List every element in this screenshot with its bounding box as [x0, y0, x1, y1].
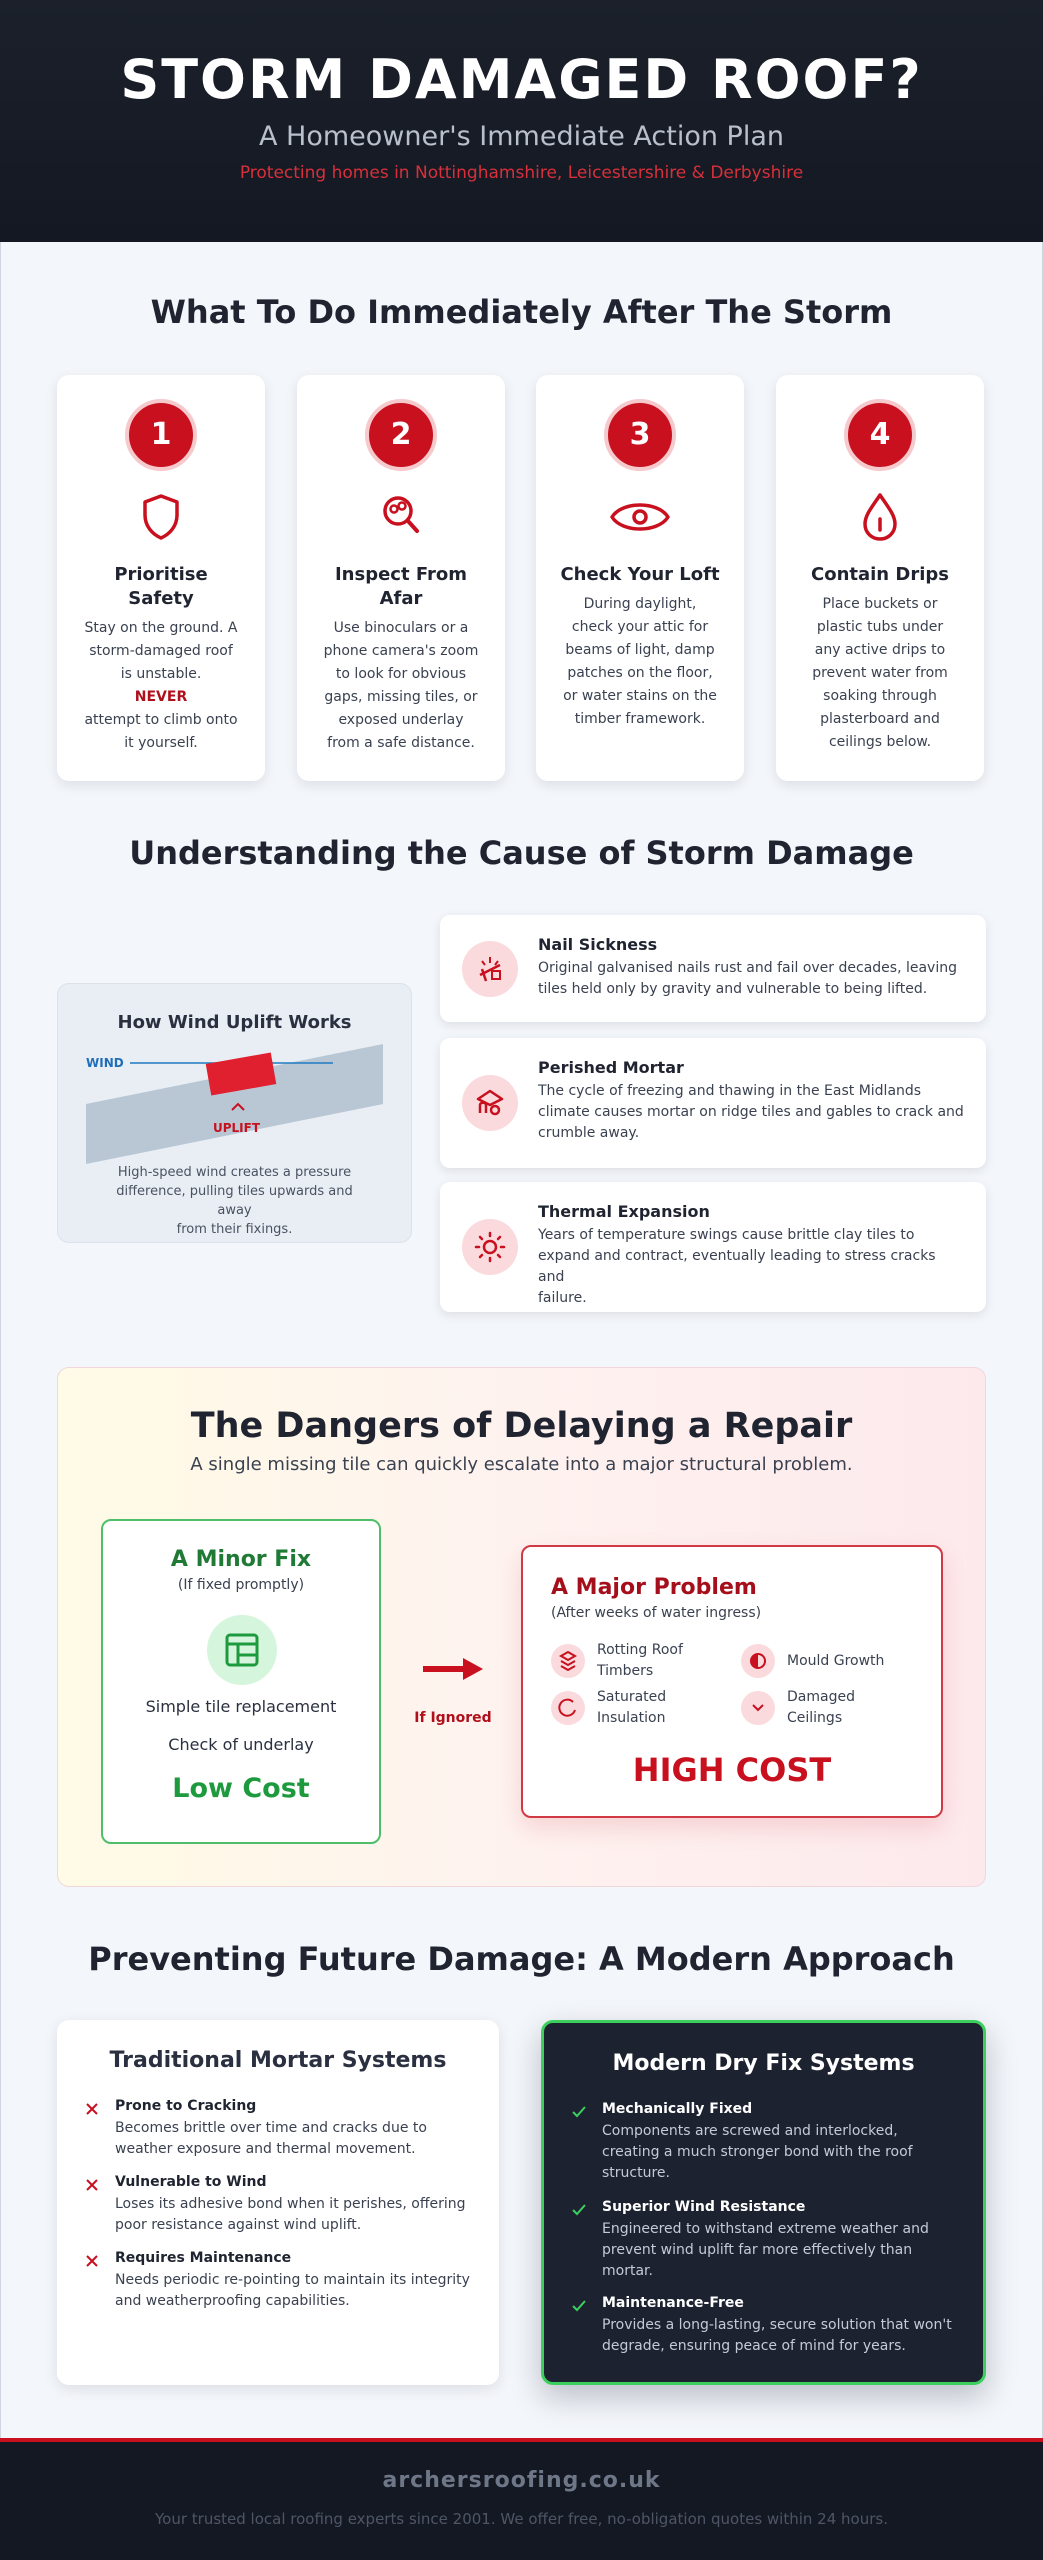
major-item	[741, 1640, 921, 1684]
wind-label: WIND	[86, 1056, 124, 1070]
cause-description: Original galvanised nails rust and fail over decades, leaving tiles held only by gravity and vulnerable to being lifted.	[538, 960, 957, 997]
modern-title: Modern Dry Fix Systems	[612, 2051, 915, 2076]
mortar-icon	[462, 1075, 518, 1131]
modern-dry-fix-card: Modern Dry Fix Systems Mechanically Fixed Components are screwed and interlocked, creating a much stronger bond with the roof structure. Superior Wind Resistance Engineered to withstand extreme weather and prevent wind uplift far more effectively than mortar. Maintenance-Free Provides a long-lasting, secure solution that won't degrade, ensuring peace of mind for years.	[541, 2020, 986, 2385]
arrow-right-icon	[423, 1658, 483, 1680]
step-number: 2	[365, 399, 437, 471]
danger-subheading: A single missing tile can quickly escalate into a major structural problem.	[190, 1454, 853, 1475]
step-card-3	[536, 375, 744, 781]
damaged-ceiling-icon	[741, 1691, 775, 1725]
major-item-label: Damaged Ceilings	[787, 1689, 855, 1726]
step-title: Inspect From Afar	[334, 564, 467, 609]
prevent-heading: Preventing Future Damage: A Modern Approach	[88, 1940, 955, 1978]
major-item-label: Saturated Insulation	[597, 1689, 667, 1726]
cross-icon	[83, 2098, 101, 2116]
check-icon	[570, 2199, 588, 2217]
major-item	[741, 1687, 921, 1731]
cause-description: The cycle of freezing and thawing in the East Midlands climate causes mortar on ridge tiles and gables to crack and crumble away.	[538, 1083, 964, 1141]
minor-note: (If fixed promptly)	[177, 1577, 305, 1593]
delay-danger-panel	[57, 1367, 986, 1887]
hero-header	[0, 0, 1043, 242]
minor-item: Check of underlay	[168, 1735, 314, 1754]
page-subtitle: A Homeowner's Immediate Action Plan	[258, 121, 784, 152]
major-problem-card	[521, 1545, 943, 1818]
check-icon	[570, 2295, 588, 2313]
danger-heading: The Dangers of Delaying a Repair	[190, 1406, 853, 1446]
tile-icon	[207, 1615, 277, 1685]
insulation-icon	[551, 1691, 585, 1725]
footer-text: Your trusted local roofing experts since 2001. We offer free, no-obligation quotes within 24 hours.	[155, 2510, 888, 2528]
if-ignored-label: If Ignored	[414, 1710, 492, 1726]
binoculars-search-icon	[381, 491, 421, 543]
service-area-tagline: Protecting homes in Nottinghamshire, Leicestershire & Derbyshire	[239, 163, 804, 183]
uplift-caption: High-speed wind creates a pressure difference, pulling tiles upwards and away from their fixings.	[116, 1165, 353, 1237]
major-item	[551, 1640, 731, 1684]
cause-heading: Understanding the Cause of Storm Damage	[129, 834, 914, 872]
step-description: Use binoculars or a phone camera's zoom to look for obvious gaps, missing tiles, or exposed underlay from a safe distance.	[323, 620, 479, 751]
step-description: During daylight, check your attic for beams of light, damp patches on the floor, or water stains on the timber framework.	[563, 596, 717, 727]
step-card-1	[57, 375, 265, 781]
cause-title: Nail Sickness	[538, 935, 658, 954]
step-title: Prioritise Safety	[114, 564, 208, 609]
step-number: 3	[604, 399, 676, 471]
cause-card-thermal-expansion	[440, 1182, 986, 1312]
traditional-mortar-card: Traditional Mortar Systems Prone to Cracking Becomes brittle over time and cracks due to weather exposure and thermal movement. Vulnerable to Wind Loses its adhesive bond when it perishes, offering poor resistance against wind uplift. Requires Maintenance Needs periodic re-pointing to maintain its integrity and weatherproofing capabilities.	[57, 2020, 499, 2385]
step-title: Contain Drips	[811, 564, 949, 585]
minor-item: Simple tile replacement	[145, 1697, 337, 1716]
never-emphasis: NEVER	[134, 689, 188, 705]
uplift-title: How Wind Uplift Works	[117, 1012, 352, 1033]
cross-icon	[83, 2250, 101, 2268]
cause-card-perished-mortar	[440, 1038, 986, 1168]
steps-heading: What To Do Immediately After The Storm	[150, 293, 893, 331]
rotting-timber-icon	[551, 1644, 585, 1678]
minor-fix-card	[101, 1519, 381, 1844]
cause-title: Thermal Expansion	[538, 1202, 710, 1221]
major-title: A Major Problem	[551, 1575, 757, 1600]
shield-icon	[141, 491, 181, 543]
rusty-nail-icon	[462, 941, 518, 997]
cross-icon	[83, 2174, 101, 2192]
major-item-label: Rotting Roof Timbers	[597, 1642, 683, 1679]
page-title: STORM DAMAGED ROOF?	[120, 48, 923, 111]
low-cost-label: Low Cost	[172, 1773, 310, 1804]
sun-icon	[462, 1219, 518, 1275]
minor-title: A Minor Fix	[170, 1547, 312, 1572]
wind-uplift-diagram	[57, 983, 412, 1243]
step-number: 4	[844, 399, 916, 471]
cause-card-nail-sickness	[440, 915, 986, 1022]
footer	[0, 2438, 1043, 2560]
step-title: Check Your Loft	[560, 564, 720, 585]
step-description: Stay on the ground. A storm-damaged roof is unstable. NEVER attempt to climb onto it yourself.	[84, 620, 238, 751]
step-card-2	[297, 375, 505, 781]
traditional-title: Traditional Mortar Systems	[109, 2048, 447, 2073]
cause-title: Perished Mortar	[538, 1058, 684, 1077]
major-item-label: Mould Growth	[787, 1653, 885, 1669]
check-icon	[570, 2101, 588, 2119]
high-cost-label: HIGH COST	[632, 1751, 832, 1789]
water-drop-icon	[860, 491, 900, 543]
step-number: 1	[125, 399, 197, 471]
eye-icon	[610, 491, 670, 543]
step-card-4	[776, 375, 984, 781]
major-note: (After weeks of water ingress)	[551, 1605, 762, 1621]
major-item	[551, 1687, 731, 1731]
step-description: Place buckets or plastic tubs under any active drips to prevent water from soaking through plasterboard and ceilings below.	[812, 596, 948, 750]
uplift-label: UPLIFT	[213, 1121, 261, 1135]
website-link[interactable]: archersroofing.co.uk	[382, 2468, 661, 2493]
mould-icon	[741, 1644, 775, 1678]
cause-description: Years of temperature swings cause brittle clay tiles to expand and contract, eventually leading to stress cracks and failure.	[538, 1227, 936, 1306]
